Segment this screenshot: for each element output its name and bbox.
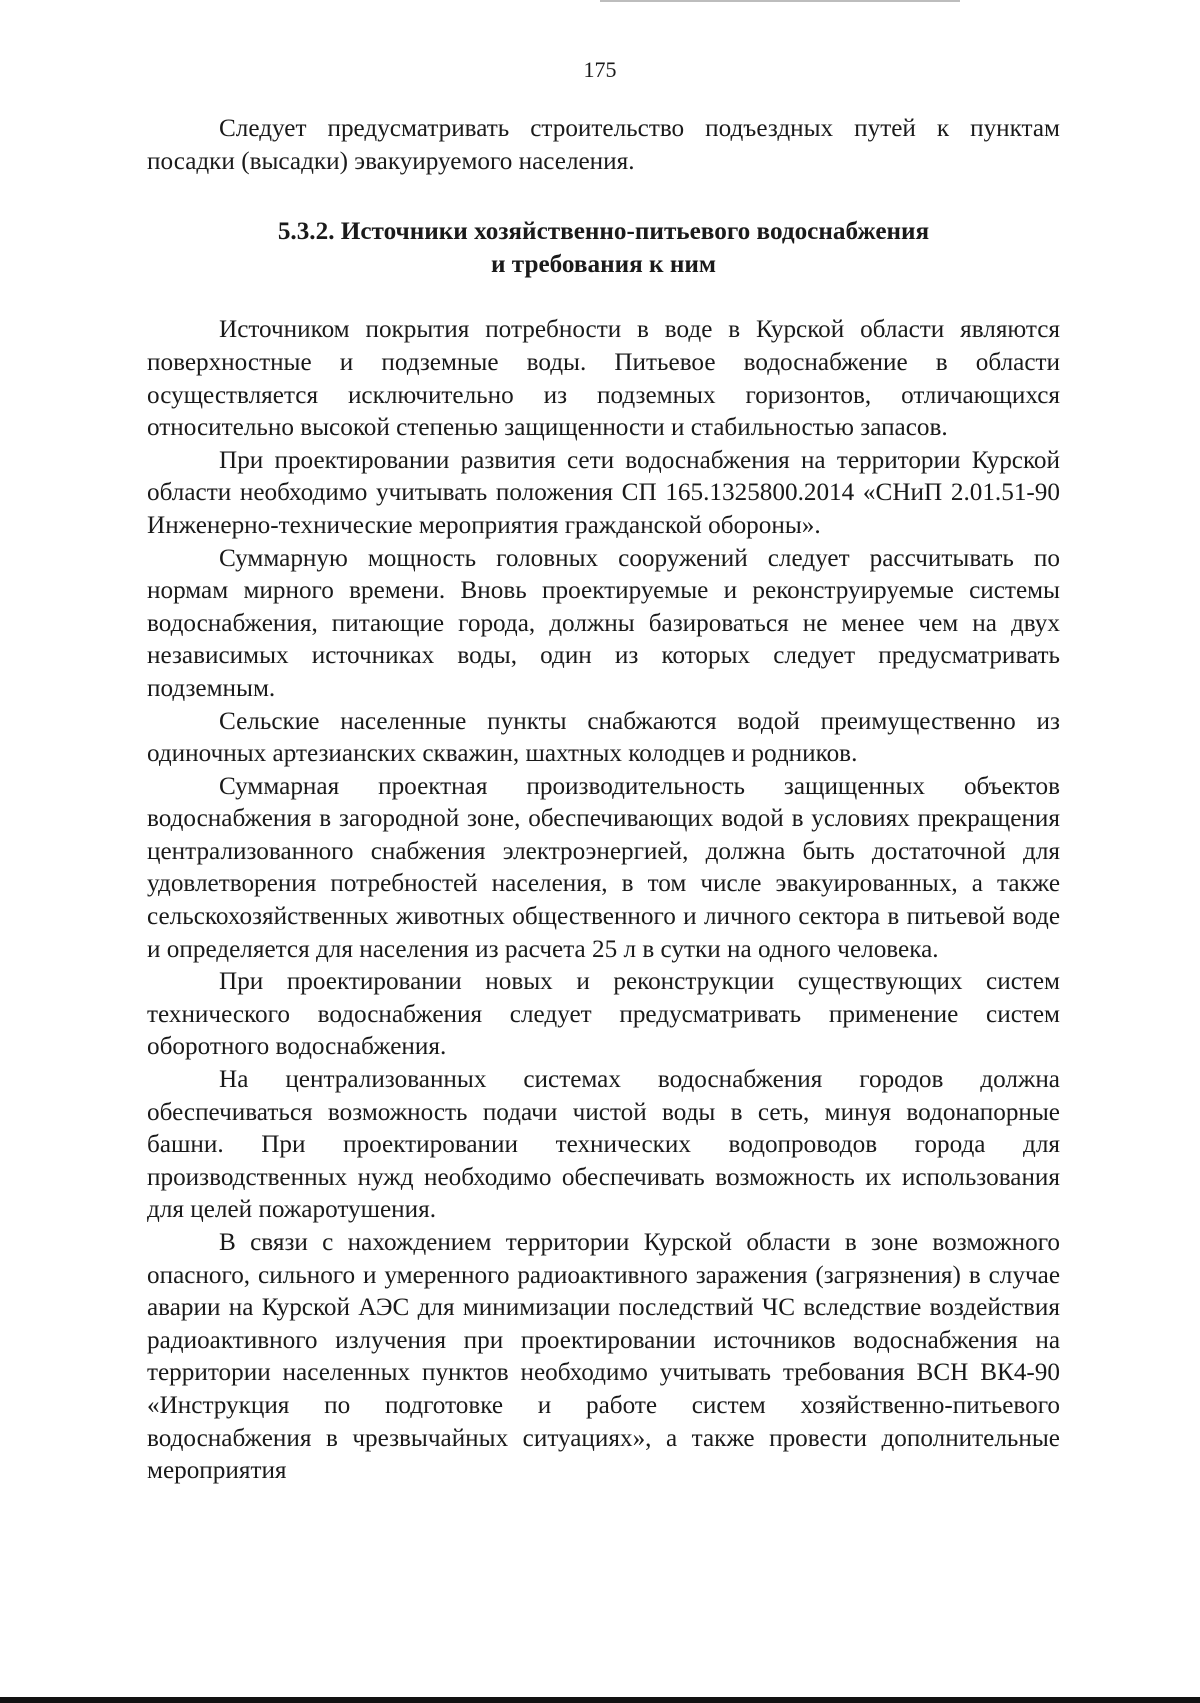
section-heading-line-1: 5.3.2. Источники хозяйственно-питьевого водоснабжения (277, 218, 930, 246)
paragraph-water-sources: Источником покрытия потребности в воде в Курской области являются поверхностные и подземные воды. Питьевое водоснабжение в области осуществляется исключительно из подземных горизонтов, отличающихся относительно высокой степенью защищенности и стабильностью запасов. (147, 316, 1060, 442)
section-heading (147, 216, 1060, 281)
paragraph-centralized-systems: На централизованных системах водоснабжения городов должна обеспечиваться возможность подачи чистой воды в сеть, минуя водонапорные башни. При проектировании технических водопроводов города для производственных нужд необходимо обеспечивать возможность их использования для целей пожаротушения. (147, 1066, 1060, 1224)
scan-top-edge (600, 0, 960, 2)
paragraph-design-regulations: При проектировании развития сети водоснабжения на территории Курской области необходимо учитывать положения СП 165.1325800.2014 «СНиП 2.01.51-90 Инженерно-технические мероприятия гражданской обороны». (147, 446, 1060, 539)
paragraph-rural-settlements: Сельские населенные пункты снабжаются водой преимущественно из одиночных артезианских скважин, шахтных колодцев и родников. (147, 707, 1060, 768)
page-number: 175 (583, 57, 617, 82)
document-body (147, 113, 1060, 1488)
paragraph-protected-facilities: Суммарная проектная производительность защищенных объектов водоснабжения в загородной зоне, обеспечивающих водой в условиях прекращения централизованного снабжения электроэнергией, должна быть достаточной для удовлетворения потребностей населения, в том числе эвакуированных, а также сельскохозяйственных животных общественного и личного сектора в питьевой воде и определяется для населения из расчета 25 л в сутки на одного человека. (147, 772, 1060, 963)
paragraph-technical-water-supply: При проектировании новых и реконструкции существующих систем технического водоснабжения следует предусматривать применение систем оборотного водоснабжения. (147, 968, 1060, 1061)
scan-bottom-edge (0, 1697, 1200, 1703)
intro-paragraph: Следует предусматривать строительство подъездных путей к пунктам посадки (высадки) эвакуируемого населения. (147, 115, 1060, 175)
section-heading-line-2: и требования к ним (490, 250, 717, 278)
paragraph-radiation-measures: В связи с нахождением территории Курской области в зоне возможного опасного, сильного и умеренного радиоактивного заражения (загрязнения) в случае аварии на Курской АЭС для минимизации последствий ЧС вследствие воздействия радиоактивного излучения при проектировании источников водоснабжения на территории населенных пунктов необходимо учитывать требования ВСН ВК4-90 «Инструкция по подготовке и работе систем хозяйственно-питьевого водоснабжения в чрезвычайных ситуациях», а также провести дополнительные мероприятия (147, 1229, 1060, 1485)
paragraph-head-structures: Суммарную мощность головных сооружений следует рассчитывать по нормам мирного времени. Вновь проектируемые и реконструируемые системы водоснабжения, питающие города, должны базироваться не менее чем на двух независимых источниках воды, один из которых следует предусматривать подземным. (147, 544, 1060, 702)
